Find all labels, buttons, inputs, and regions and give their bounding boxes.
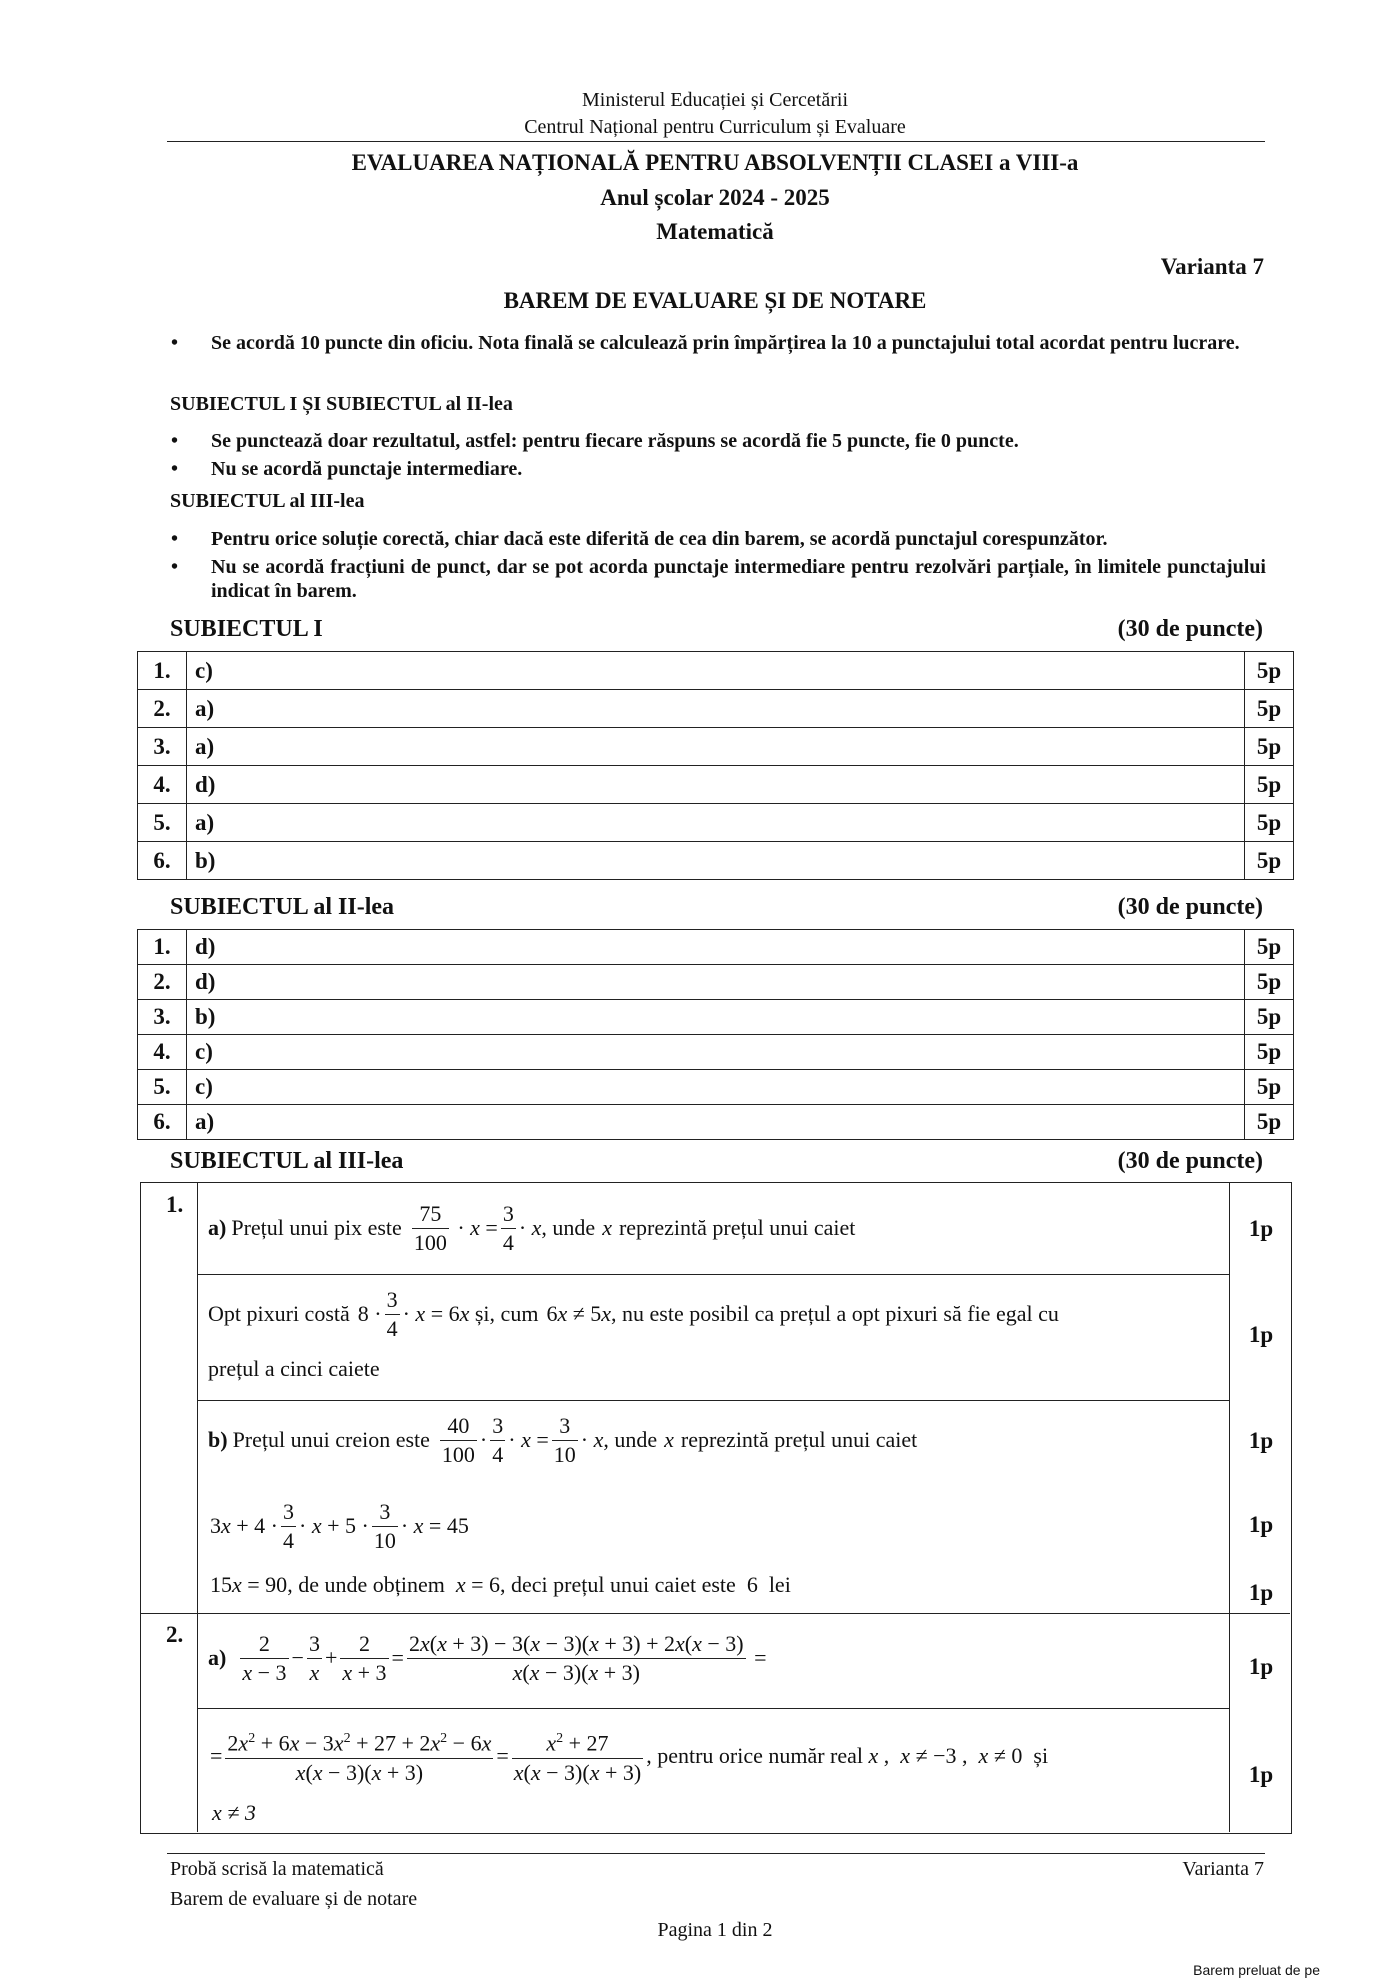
answer-value: d) — [187, 766, 1245, 804]
points-value: 5p — [1245, 1070, 1294, 1105]
row-divider — [197, 1274, 1229, 1275]
answer-row — [138, 690, 1294, 728]
answer-value: a) — [187, 690, 1245, 728]
subiect3-title: SUBIECTUL al III-lea — [170, 1148, 404, 1174]
subiect1-table — [137, 651, 1294, 880]
points-value: 5p — [1245, 842, 1294, 880]
section-heading-3: SUBIECTUL al III-lea — [170, 490, 365, 512]
points-label: 1p — [1248, 1428, 1274, 1453]
exam-title: EVALUAREA NAȚIONALĂ PENTRU ABSOLVENȚII CLASEI a VIII-a — [351, 150, 1079, 175]
footer-barem: Barem de evaluare și de notare — [170, 1888, 418, 1910]
fraction: $\frac{75}{100}$ — [413, 1200, 447, 1255]
item-number: 4. — [138, 766, 187, 804]
item-number: 6. — [138, 1105, 187, 1140]
fraction: $\frac{3}{4}$ — [386, 1286, 398, 1341]
points-label: 1p — [1248, 1580, 1274, 1605]
item-number: 5. — [138, 1070, 187, 1105]
subiect2-title: SUBIECTUL al II-lea — [170, 894, 395, 920]
instruction-bullet: • Pentru orice soluție corectă, chiar dacă este diferită de cea din barem, se acordă punctajul corespunzător. — [171, 528, 1108, 550]
subject-name: Matematică — [656, 219, 774, 244]
answer-row — [138, 728, 1294, 766]
answer-value: d) — [187, 930, 1245, 965]
points-value: 5p — [1245, 804, 1294, 842]
barem-title: BAREM DE EVALUARE ȘI DE NOTARE — [503, 288, 927, 313]
points-value: 5p — [1245, 652, 1294, 690]
answer-value: c) — [187, 652, 1245, 690]
col-divider — [197, 1182, 198, 1832]
instruction-bullet: • Nu se acordă punctaje intermediare. — [171, 458, 523, 480]
points-value: 5p — [1245, 965, 1294, 1000]
fraction: $\frac{3}{10}$ — [553, 1412, 576, 1467]
answer-value: d) — [187, 965, 1245, 1000]
points-value: 5p — [1245, 728, 1294, 766]
subiect1-points: (30 de puncte) — [1117, 616, 1263, 642]
points-value: 5p — [1245, 1000, 1294, 1035]
section-heading-1-2: SUBIECTUL I ȘI SUBIECTUL al II-lea — [170, 393, 513, 415]
footer-exam: Probă scrisă la matematică — [170, 1858, 384, 1880]
answer-row — [138, 804, 1294, 842]
answer-value: a) — [187, 1105, 1245, 1140]
watermark-text: Barem preluat de pe — [1193, 1962, 1320, 1978]
page-number: Pagina 1 din 2 — [657, 1919, 773, 1941]
answer-value: a) — [187, 804, 1245, 842]
item-number: 5. — [138, 804, 187, 842]
fraction: $\frac{2x^2 + 6x - 3x^2 + 27 + 2x^2 - 6x}{x(x - 3)(x + 3)}$ — [225, 1725, 493, 1786]
fraction: $\frac{2x(x + 3) - 3(x - 3)(x + 3) + 2x(x - 3)}{x(x - 3)(x + 3)}$ — [408, 1630, 744, 1685]
answer-value: b) — [187, 842, 1245, 880]
fraction: $\frac{40}{100}$ — [441, 1412, 475, 1467]
fraction: $\frac{2}{x + 3}$ — [342, 1630, 387, 1685]
points-label: 1p — [1248, 1512, 1274, 1537]
q2-number: 2. — [166, 1622, 184, 1647]
answer-value: b) — [187, 1000, 1245, 1035]
item-number: 1. — [138, 930, 187, 965]
fraction: $\frac{3}{4}$ — [283, 1498, 294, 1553]
bullet-icon: • — [171, 556, 179, 578]
points-value: 5p — [1245, 930, 1294, 965]
row-divider — [140, 1613, 1290, 1614]
q2-a-step1: a) $\frac{2}{x - 3}$ − $\frac{3}{x}$ + $\frac{2}{x + 3}$ = $\frac{2x(x + 3) - 3(x - 3)(x + 3) + 2x(x - 3)}{x(x - 3)(x + 3)}$ = — [208, 1630, 767, 1685]
fraction: $\frac{3}{x}$ — [308, 1630, 320, 1685]
q1-b-step3: 15x = 90, de unde obținem x = 6, deci prețul unui caiet este 6 lei — [210, 1572, 791, 1597]
points-label: 1p — [1248, 1322, 1274, 1347]
bullet-icon: • — [171, 430, 179, 452]
subiect3-points: (30 de puncte) — [1117, 1148, 1263, 1174]
row-divider — [197, 1708, 1229, 1709]
ministry-name: Ministerul Educației și Cercetării — [581, 89, 849, 111]
fraction: $\frac{x^2 + 27}{x(x - 3)(x + 3)}$ — [512, 1725, 643, 1786]
item-number: 3. — [138, 1000, 187, 1035]
points-label: 1p — [1248, 1654, 1274, 1679]
answer-row — [138, 930, 1294, 965]
item-number: 1. — [138, 652, 187, 690]
answer-row — [138, 1070, 1294, 1105]
points-value: 5p — [1245, 1105, 1294, 1140]
answer-row — [138, 842, 1294, 880]
q1-b-step1: b) Prețul unui creion este $\frac{40}{100}$ · $\frac{3}{4}$ · x = $\frac{3}{10}$ · x , unde x reprezintă prețul unui caiet — [208, 1412, 918, 1467]
bullet-icon: • — [171, 528, 179, 550]
q2-a-step2: = $\frac{2x^2 + 6x - 3x^2 + 27 + 2x^2 - 6x}{x(x - 3)(x + 3)}$ = $\frac{x^2 + 27}{x(x - 3)(x + 3)}$ , pentru orice număr real x , x ≠ −3 , x ≠ 0 și — [210, 1720, 1048, 1792]
variant-label: Varianta 7 — [1160, 254, 1264, 279]
q1-a-step1: a) Prețul unui pix este $\frac{75}{100}$ · x = $\frac{3}{4}$ · x , unde x reprezintă prețul unui caiet — [208, 1200, 856, 1255]
fraction: $\frac{3}{4}$ — [492, 1412, 504, 1467]
answer-value: a) — [187, 728, 1245, 766]
item-number: 2. — [138, 690, 187, 728]
answer-value: c) — [187, 1035, 1245, 1070]
fraction: $\frac{3}{10}$ — [373, 1498, 396, 1553]
q1-b-step2: 3x + 4 · $\frac{3}{4}$ · x + 5 · $\frac{3}{10}$ · x = 45 — [210, 1498, 469, 1553]
col-divider — [1229, 1182, 1230, 1832]
bullet-icon: • — [171, 332, 179, 354]
answer-row — [138, 965, 1294, 1000]
points-label: 1p — [1248, 1762, 1274, 1787]
answer-row — [138, 1035, 1294, 1070]
q1-a-step2-cont: prețul a cinci caiete — [208, 1356, 380, 1381]
instruction-bullet: • Se punctează doar rezultatul, astfel: pentru fiecare răspuns se acordă fie 5 puncte, fie 0 puncte. — [171, 430, 1019, 452]
answer-value: c) — [187, 1070, 1245, 1105]
answer-row — [138, 766, 1294, 804]
item-number: 4. — [138, 1035, 187, 1070]
subiect1-title: SUBIECTUL I — [170, 616, 323, 642]
subiect2-points: (30 de puncte) — [1117, 894, 1263, 920]
q1-number: 1. — [166, 1192, 184, 1217]
answer-row — [138, 1105, 1294, 1140]
answer-row — [138, 652, 1294, 690]
center-name: Centrul Național pentru Curriculum și Evaluare — [524, 116, 906, 138]
footer-variant: Varianta 7 — [1182, 1858, 1264, 1880]
item-number: 2. — [138, 965, 187, 1000]
bullet-icon: • — [171, 458, 179, 480]
fraction: $\frac{3}{4}$ — [502, 1200, 514, 1255]
q2-condition: x ≠ 3 — [212, 1800, 256, 1825]
subiect2-table — [137, 929, 1294, 1140]
instruction-bullet: • Se acordă 10 puncte din oficiu. Nota finală se calculează prin împărțirea la 10 a punctajului total acordat pentru lucrare. — [171, 332, 1240, 354]
answer-row — [138, 1000, 1294, 1035]
q1-a-step2: Opt pixuri costă 8 · $\frac{3}{4}$ · x = 6x și, cum 6x ≠ 5x, nu este posibil ca prețul a opt pixuri să fie egal cu — [208, 1286, 1059, 1341]
points-value: 5p — [1245, 690, 1294, 728]
points-value: 5p — [1245, 766, 1294, 804]
row-divider — [197, 1400, 1229, 1401]
points-value: 5p — [1245, 1035, 1294, 1070]
fraction: $\frac{2}{x - 3}$ — [242, 1630, 287, 1685]
header-rule — [167, 141, 1265, 142]
school-year: Anul școlar 2024 - 2025 — [600, 185, 830, 210]
points-label: 1p — [1248, 1216, 1274, 1241]
instruction-bullet: • Nu se acordă fracțiuni de punct, dar se pot acorda punctaje intermediare pentru rezolvări parțiale, în limitele punctajului indicat în barem. — [171, 556, 1266, 602]
item-number: 3. — [138, 728, 187, 766]
item-number: 6. — [138, 842, 187, 880]
footer-rule — [167, 1853, 1265, 1854]
